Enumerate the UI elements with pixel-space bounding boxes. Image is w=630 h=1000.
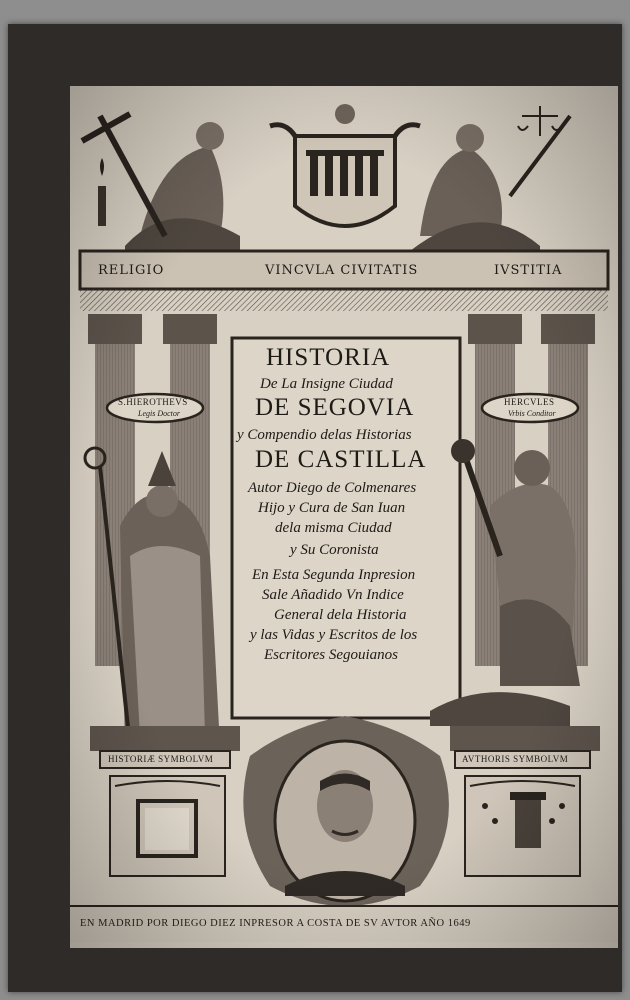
left-cartouche-name: S.HIEROTHEVS: [118, 397, 188, 407]
title-segovia: DE SEGOVIA: [255, 394, 415, 421]
imprint-line: EN MADRID POR DIEGO DIEZ INPRESOR A COSTA DE SV AVTOR AÑO 1649: [80, 918, 471, 929]
author-symbol-label: AVTHORIS SYMBOLVM: [462, 754, 569, 764]
right-cartouche-name: HERCVLES: [504, 397, 555, 407]
banner-religio: RELIGIO: [98, 263, 165, 278]
title-line-escritores: Escritores Segouianos: [264, 647, 399, 663]
banner-iustitia: IVSTITIA: [494, 263, 563, 278]
history-symbol-label: HISTORIÆ SYMBOLVM: [108, 754, 214, 764]
engraved-title-page: [70, 86, 618, 948]
title-historia: HISTORIA: [266, 344, 391, 371]
title-line-coronista: y Su Coronista: [290, 542, 379, 558]
engraving-artwork: [70, 86, 618, 948]
title-line-compendio: y Compendio delas Historias: [237, 427, 412, 443]
title-line-ciudad: De La Insigne Ciudad: [260, 376, 393, 392]
title-castilla: DE CASTILLA: [255, 446, 427, 473]
photo-mount: [8, 24, 622, 992]
banner-vincula: VINCVLA CIVITATIS: [265, 263, 419, 278]
title-line-autor: Autor Diego de Colmenares: [248, 480, 417, 496]
title-line-segunda: En Esta Segunda Inpresion: [252, 567, 416, 583]
left-cartouche-subtitle: Legis Doctor: [138, 409, 180, 418]
right-cartouche-subtitle: Vrbis Conditor: [508, 409, 556, 418]
title-line-hijo: Hijo y Cura de San Iuan: [258, 500, 406, 516]
title-line-indice: Sale Añadido Vn Indice: [262, 587, 404, 603]
title-line-misma: dela misma Ciudad: [275, 520, 392, 536]
title-line-general: General dela Historia: [274, 607, 407, 623]
title-line-vidas: y las Vidas y Escritos de los: [250, 627, 418, 643]
